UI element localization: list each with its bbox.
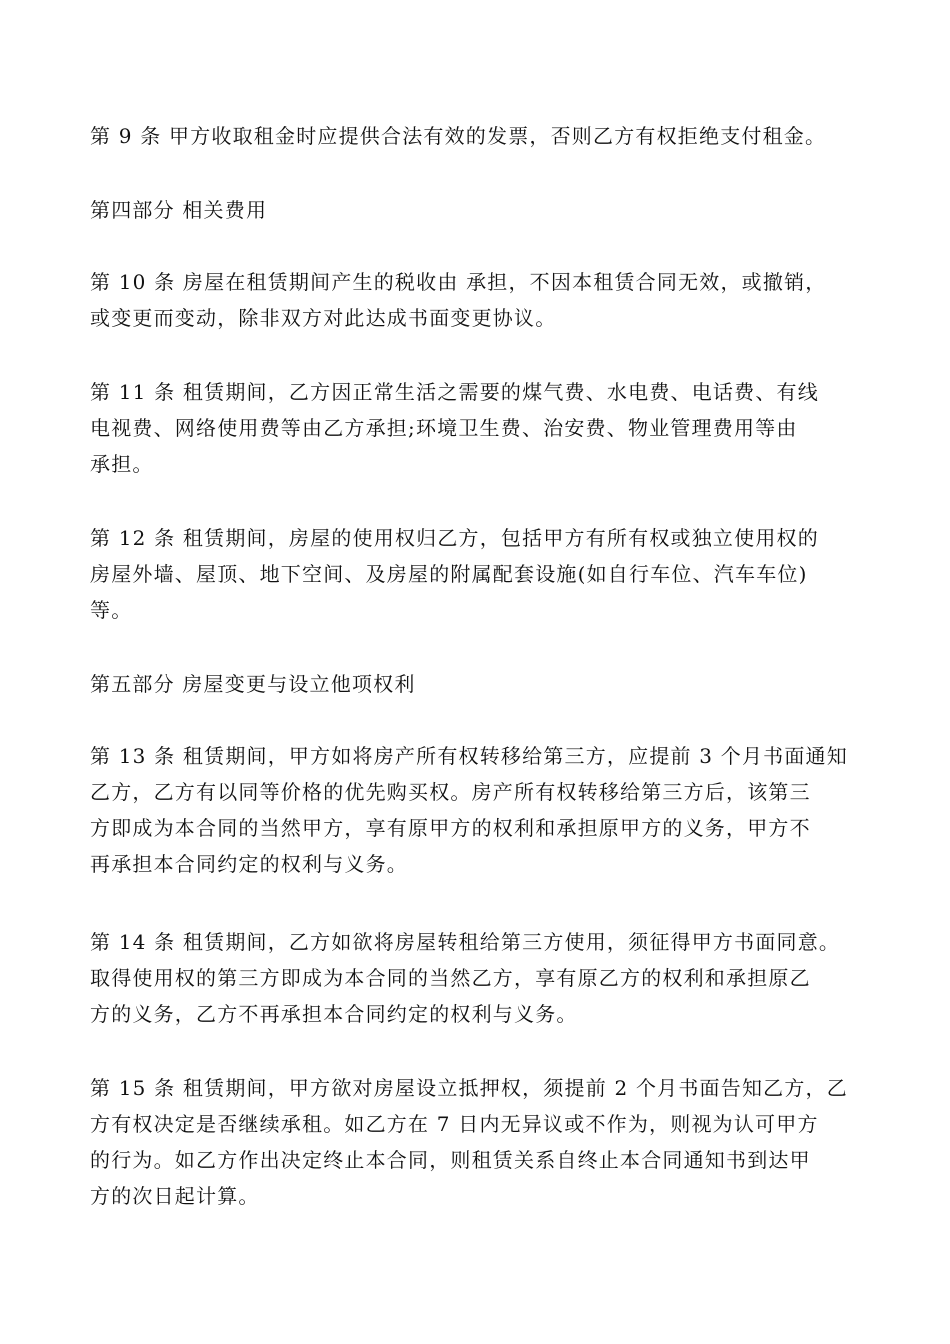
article-13-line-1: 第 13 条 租赁期间，甲方如将房产所有权转移给第三方，应提前 3 个月书面通知 <box>90 744 848 768</box>
article-13-line-3: 方即成为本合同的当然甲方，享有原甲方的权利和承担原甲方的义务，甲方不 <box>90 816 811 840</box>
article-13-line-2: 乙方，乙方有以同等价格的优先购买权。房产所有权转移给第三方后，该第三 <box>90 780 811 804</box>
article-15-line-2: 方有权决定是否继续承租。如乙方在 7 日内无异议或不作为，则视为认可甲方 <box>90 1112 819 1136</box>
article-15-line-1: 第 15 条 租赁期间，甲方欲对房屋设立抵押权，须提前 2 个月书面告知乙方，乙 <box>90 1076 848 1100</box>
article-10-line-2: 或变更而变动，除非双方对此达成书面变更协议。 <box>90 306 557 330</box>
article-12-line-2: 房屋外墙、屋顶、地下空间、及房屋的附属配套设施(如自行车位、汽车车位) <box>90 562 808 586</box>
article-10 <box>90 264 870 336</box>
article-13-line-4: 再承担本合同约定的权利与义务。 <box>90 852 408 876</box>
section-heading-part-4 <box>90 192 870 228</box>
article-11-line-3: 承担。 <box>90 452 154 476</box>
article-14 <box>90 924 870 1032</box>
article-14-line-2: 取得使用权的第三方即成为本合同的当然乙方，享有原乙方的权利和承担原乙 <box>90 966 811 990</box>
article-12-line-3: 等。 <box>90 598 133 622</box>
section-heading-part-5 <box>90 666 870 702</box>
article-13 <box>90 738 870 882</box>
article-12-line-1: 第 12 条 租赁期间，房屋的使用权归乙方，包括甲方有所有权或独立使用权的 <box>90 526 819 550</box>
article-15-line-4: 方的次日起计算。 <box>90 1184 260 1208</box>
article-11-line-1: 第 11 条 租赁期间，乙方因正常生活之需要的煤气费、水电费、电话费、有线 <box>90 380 819 404</box>
article-9-line-1: 第 9 条 甲方收取租金时应提供合法有效的发票，否则乙方有权拒绝支付租金。 <box>90 124 827 148</box>
section-heading-part-5-text: 第五部分 房屋变更与设立他项权利 <box>90 672 416 696</box>
article-14-line-1: 第 14 条 租赁期间，乙方如欲将房屋转租给第三方使用，须征得甲方书面同意。 <box>90 930 841 954</box>
article-12 <box>90 520 870 628</box>
article-14-line-3: 方的义务，乙方不再承担本合同约定的权利与义务。 <box>90 1002 578 1026</box>
article-10-line-1: 第 10 条 房屋在租赁期间产生的税收由 承担，不因本租赁合同无效，或撤销， <box>90 270 827 294</box>
article-15 <box>90 1070 870 1214</box>
section-heading-part-4-text: 第四部分 相关费用 <box>90 198 268 222</box>
article-9 <box>90 118 870 154</box>
article-11-line-2: 电视费、网络使用费等由乙方承担;环境卫生费、治安费、物业管理费用等由 <box>90 416 798 440</box>
article-15-line-3: 的行为。如乙方作出决定终止本合同，则租赁关系自终止本合同通知书到达甲 <box>90 1148 811 1172</box>
article-11 <box>90 374 870 482</box>
